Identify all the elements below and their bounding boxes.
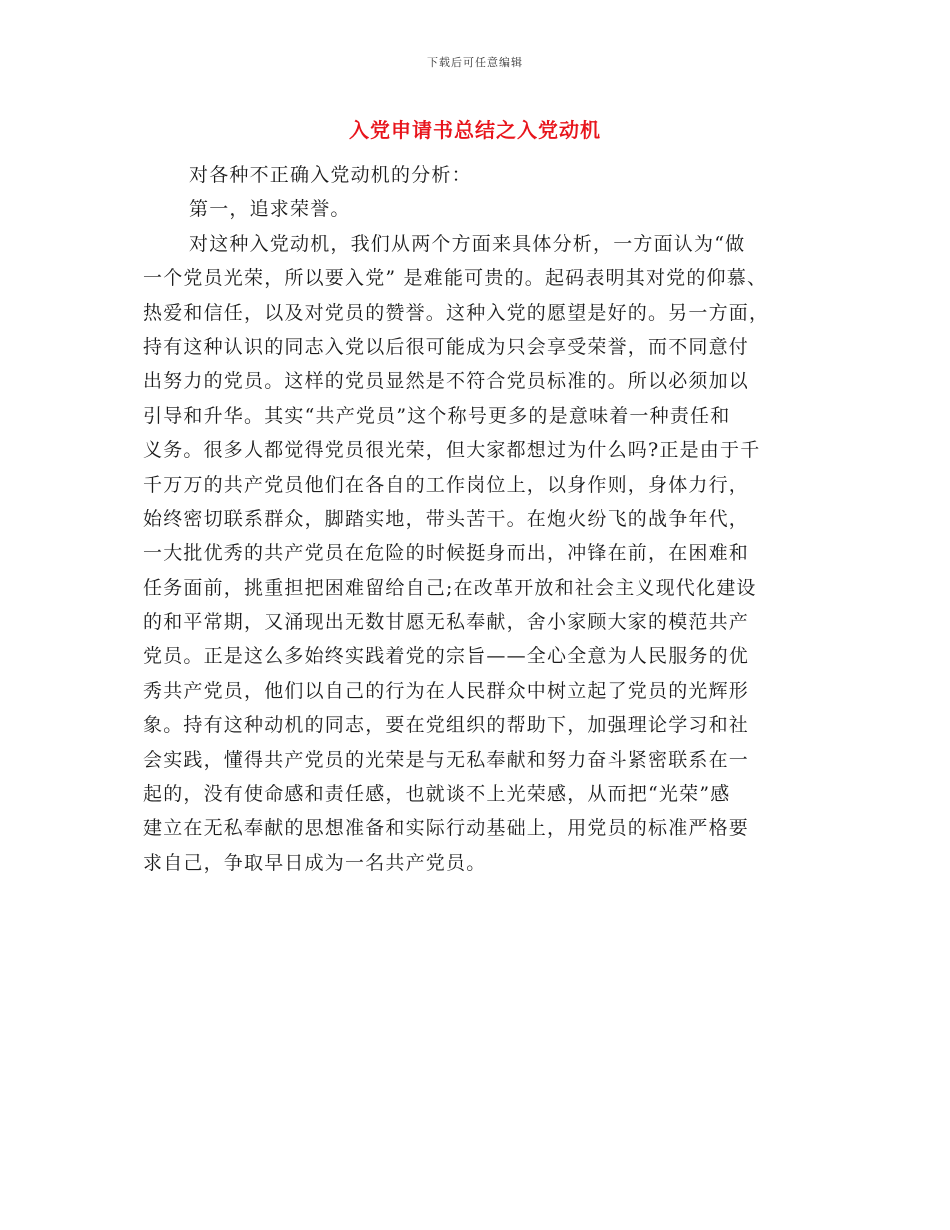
body-line: 任务面前，挑重担把困难留给自己;在改革开放和社会主义现代化建设	[143, 576, 757, 599]
body-line: 引导和升华。其实“共产党员”这个称号更多的是意味着一种责任和	[143, 404, 731, 427]
body-line: 对各种不正确入党动机的分析：	[189, 164, 472, 186]
body-line: 秀共产党员，他们以自己的行为在人民群众中树立起了党员的光辉形	[143, 679, 750, 702]
body-line: 建立在无私奉献的思想准备和实际行动基础上，用党员的标准严格要	[143, 817, 750, 840]
body-line: 对这种入党动机，我们从两个方面来具体分析，一方面认为“做	[189, 232, 746, 255]
body-line: 始终密切联系群众，脚踏实地，带头苦干。在炮火纷飞的战争年代，	[143, 507, 750, 530]
body-line: 出努力的党员。这样的党员显然是不符合党员标准的。所以必须加以	[143, 370, 750, 393]
document-body	[143, 158, 833, 880]
body-line: 一大批优秀的共产党员在危险的时候挺身而出，冲锋在前，在困难和	[143, 542, 750, 565]
body-line: 会实践，懂得共产党员的光荣是与无私奉献和努力奋斗紧密联系在一	[143, 748, 750, 771]
body-line: 第一，追求荣誉。	[189, 198, 351, 221]
body-line: 起的，没有使命感和责任感，也就谈不上光荣感，从而把“光荣”感	[143, 783, 731, 806]
body-line: 千万万的共产党员他们在各自的工作岗位上，以身作则，身体力行，	[143, 473, 750, 496]
body-line: 象。持有这种动机的同志，要在党组织的帮助下，加强理论学习和社	[143, 714, 750, 737]
body-line: 义务。很多人都觉得党员很光荣，但大家都想过为什么吗?正是由于千	[143, 439, 761, 462]
body-line: 热爱和信任，以及对党员的赞誉。这种入党的愿望是好的。另一方面，	[143, 301, 770, 324]
body-line: 求自己，争取早日成为一名共产党员。	[143, 851, 487, 874]
body-line: 的和平常期，又涌现出无数甘愿无私奉献，舍小家顾大家的模范共产	[143, 611, 750, 634]
document-title: 入党申请书总结之入党动机	[349, 118, 601, 142]
body-line: 党员。正是这么多始终实践着党的宗旨——全心全意为人民服务的优	[143, 645, 750, 668]
body-line: 一个党员光荣，所以要入党” 是难能可贵的。起码表明其对党的仰慕、	[143, 267, 768, 290]
body-line: 持有这种认识的同志入党以后很可能成为只会享受荣誉，而不同意付	[143, 335, 750, 358]
page-header-note: 下载后可任意编辑	[427, 56, 523, 69]
